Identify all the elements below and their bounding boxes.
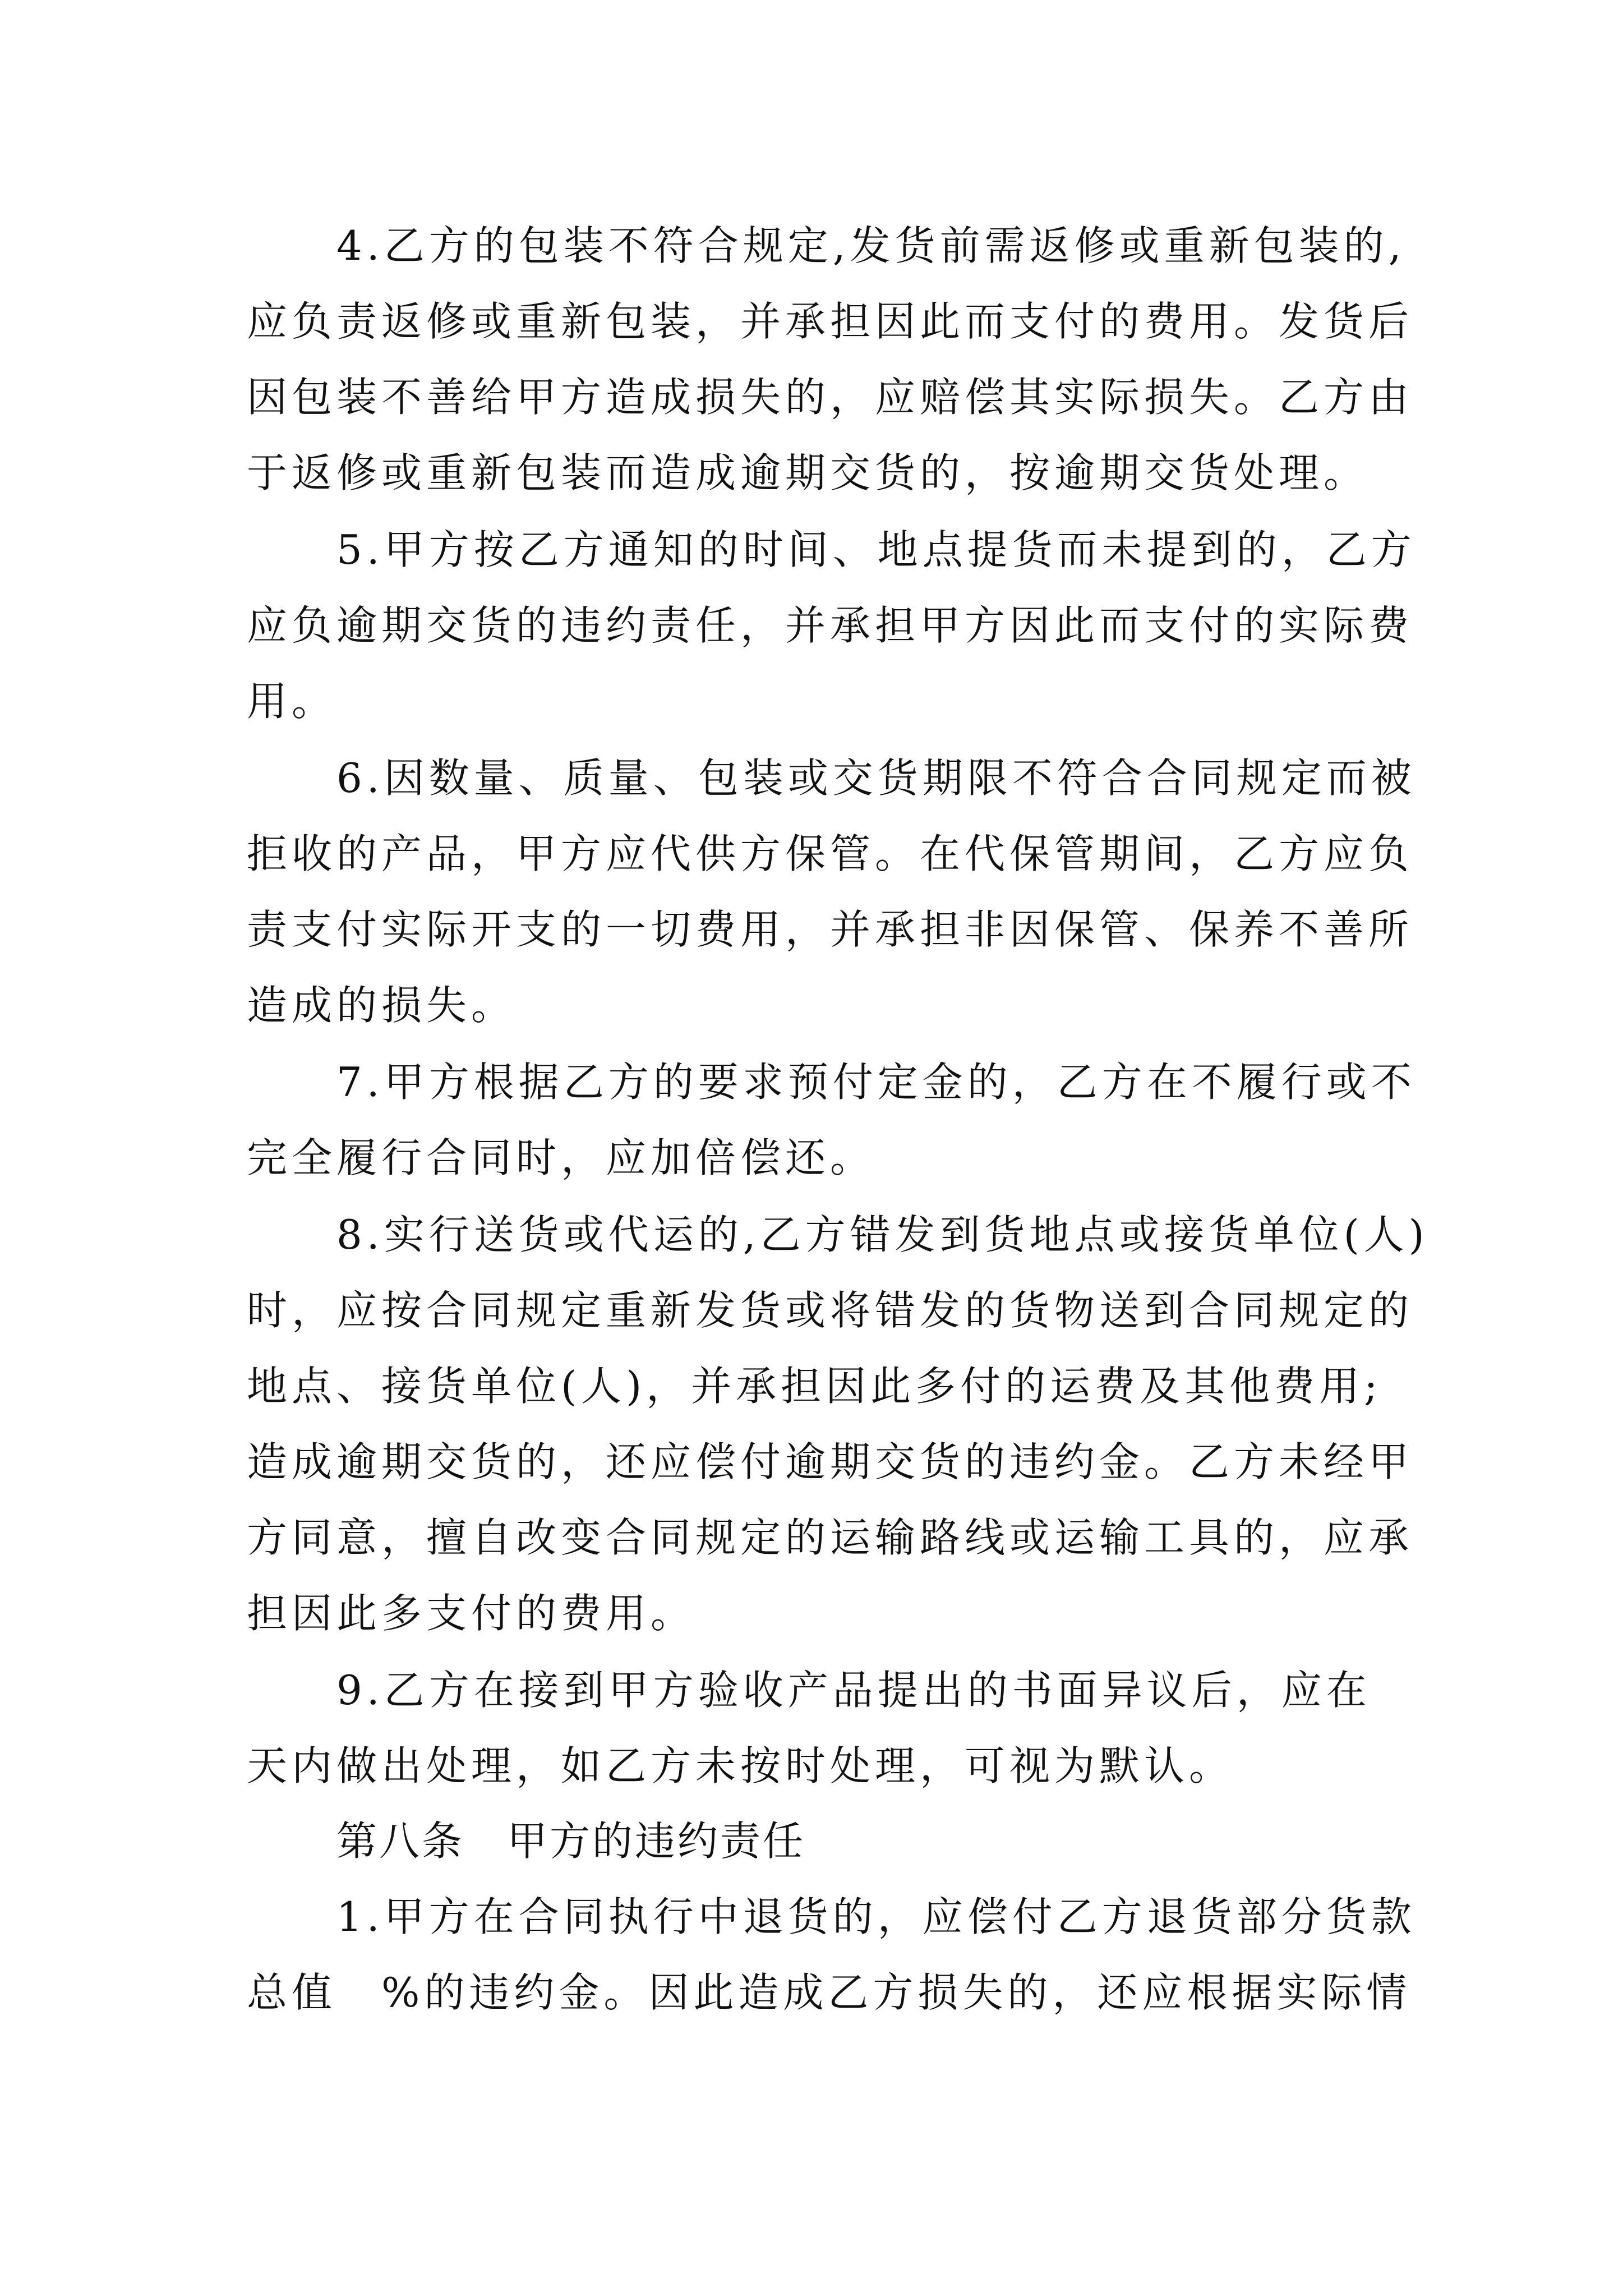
paragraph-4-line-4: 于返修或重新包装而造成逾期交货的，按逾期交货处理。 (247, 449, 1369, 496)
paragraph-4-line-2: 应负责返修或重新包装，并承担因此而支付的费用。发货后 (247, 298, 1414, 345)
paragraph-8-line-5: 方同意，擅自改变合同规定的运输路线或运输工具的，应承 (247, 1514, 1414, 1561)
paragraph-8-line-1: 8.实行送货或代运的,乙方错发到货地点或接货单位(人) (336, 1211, 1429, 1258)
paragraph-5-line-1: 5.甲方按乙方通知的时间、地点提货而未提到的，乙方 (336, 526, 1416, 573)
paragraph-8-line-3: 地点、接货单位(人)，并承担因此多付的运费及其他费用; (247, 1363, 1382, 1410)
paragraph-4-line-3: 因包装不善给甲方造成损失的，应赔偿其实际损失。乙方由 (247, 374, 1414, 421)
paragraph-8-line-2: 时，应按合同规定重新发货或将错发的货物送到合同规定的 (247, 1287, 1414, 1334)
paragraph-6-line-1: 6.因数量、质量、包装或交货期限不符合合同规定而被 (336, 754, 1416, 802)
paragraph-6-line-4: 造成的损失。 (247, 982, 517, 1029)
paragraph-8-line-6: 担因此多支付的费用。 (247, 1590, 696, 1637)
article-8-paragraph-1-line-2: 总值 %的违约金。因此造成乙方损失的，还应根据实际情 (247, 1969, 1412, 2016)
article-8-paragraph-1-line-1: 1.甲方在合同执行中退货的，应偿付乙方退货部分货款 (336, 1893, 1416, 1940)
paragraph-7-line-2: 完全履行合同时，应加倍偿还。 (247, 1134, 875, 1181)
section-heading-article-8: 第八条 甲方的违约责任 (336, 1818, 806, 1865)
paragraph-6-line-3: 责支付实际开支的一切费用，并承担非因保管、保养不善所 (247, 906, 1414, 953)
paragraph-9-line-1: 9.乙方在接到甲方验收产品提出的书面异议后，应在 (336, 1667, 1371, 1714)
paragraph-7-line-1: 7.甲方根据乙方的要求预付定金的，乙方在不履行或不 (336, 1059, 1416, 1106)
paragraph-4-line-1: 4.乙方的包装不符合规定,发货前需返修或重新包装的, (336, 222, 1406, 269)
paragraph-8-line-4: 造成逾期交货的，还应偿付逾期交货的违约金。乙方未经甲 (247, 1438, 1414, 1485)
paragraph-6-line-2: 拒收的产品，甲方应代供方保管。在代保管期间，乙方应负 (247, 830, 1414, 877)
paragraph-9-line-2: 天内做出处理，如乙方未按时处理，可视为默认。 (247, 1742, 1234, 1789)
paragraph-5-line-2: 应负逾期交货的违约责任，并承担甲方因此而支付的实际费 (247, 602, 1414, 649)
paragraph-5-line-3: 用。 (247, 678, 337, 725)
